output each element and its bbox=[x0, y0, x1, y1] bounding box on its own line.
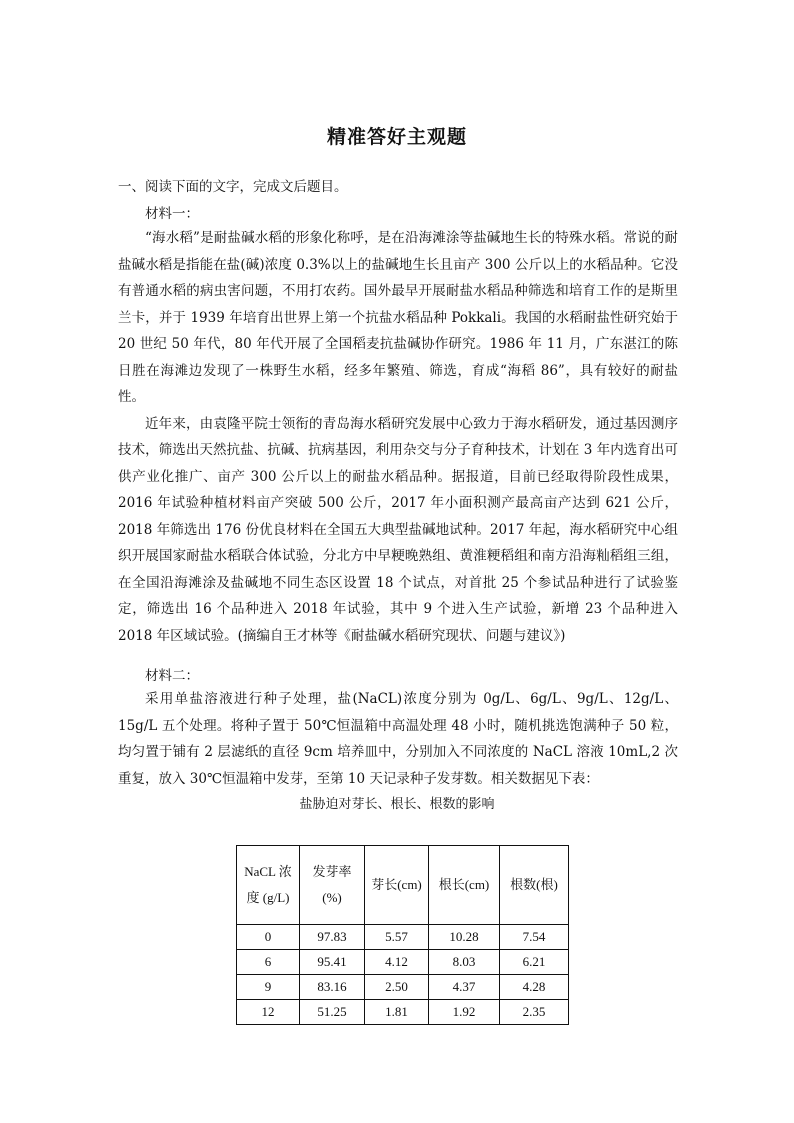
table-cell: 4.12 bbox=[365, 950, 429, 975]
table-header-cell: 根长(cm) bbox=[429, 846, 500, 925]
table-cell: 1.92 bbox=[429, 1000, 500, 1025]
table-cell: 4.37 bbox=[429, 975, 500, 1000]
material2-body bbox=[118, 686, 678, 792]
page-title: 精准答好主观题 bbox=[326, 126, 467, 148]
material1-label: 材料一： bbox=[145, 206, 199, 222]
table-row bbox=[237, 1000, 569, 1025]
table-header-cell: 芽长(cm) bbox=[365, 846, 429, 925]
material1-body bbox=[118, 225, 678, 649]
table-cell: 97.83 bbox=[300, 925, 365, 950]
material1-paragraph-1: “海水稻”是耐盐碱水稻的形象化称呼，是在沿海滩涂等盐碱地生长的特殊水稻。常说的耐盐碱水稻是指能在盐(碱)浓度 0.3%以上的盐碱地生长且亩产 300 公斤以上的水稻品种。它没有普通水稻的病虫害问题，不用打农药。国外最早开展耐盐水稻品种筛选和培育工作的是斯里兰卡，并于 1939 年培育出世界上第一个抗盐水稻品种 Pokkali。我国的水稻耐盐性研究始于 20 世纪 50 年代，80 年代开展了全国稻麦抗盐碱协作研究。1986 年 11 月，广东湛江的陈日胜在海滩边发现了一株野生水稻，经多年繁殖、筛选，育成“海稻 86”，具有较好的耐盐性。 bbox=[118, 230, 678, 405]
table-row bbox=[237, 925, 569, 950]
table-cell: 0 bbox=[237, 925, 300, 950]
table-header-row bbox=[237, 846, 569, 925]
table-header-cell: 根数(根) bbox=[500, 846, 569, 925]
table-cell: 4.28 bbox=[500, 975, 569, 1000]
table-caption: 盐胁迫对芽长、根长、根数的影响 bbox=[299, 797, 495, 812]
table-cell: 12 bbox=[237, 1000, 300, 1025]
table-cell: 5.57 bbox=[365, 925, 429, 950]
material2-label: 材料二： bbox=[145, 668, 199, 684]
table-row bbox=[237, 950, 569, 975]
table-row bbox=[237, 975, 569, 1000]
table-header-cell: NaCL 浓度 (g/L) bbox=[237, 846, 300, 925]
table-header-cell: 发芽率 (%) bbox=[300, 846, 365, 925]
table-cell: 8.03 bbox=[429, 950, 500, 975]
table-cell: 6 bbox=[237, 950, 300, 975]
material2-paragraph: 采用单盐溶液进行种子处理，盐(NaCL)浓度分别为 0g/L、6g/L、9g/L、12g/L、15g/L 五个处理。将种子置于 50℃恒温箱中高温处理 48 小时，随机挑选饱满种子 50 粒，均匀置于铺有 2 层滤纸的直径 9cm 培养皿中，分别加入不同浓度的 NaCL 溶液 10mL,2 次重复，放入 30℃恒温箱中发芽，至第 10 天记录种子发芽数。相关数据见下表： bbox=[118, 691, 678, 787]
table-cell: 51.25 bbox=[300, 1000, 365, 1025]
table-cell: 95.41 bbox=[300, 950, 365, 975]
table-cell: 1.81 bbox=[365, 1000, 429, 1025]
table-cell: 9 bbox=[237, 975, 300, 1000]
material1-paragraph-2: 近年来，由袁隆平院士领衔的青岛海水稻研究发展中心致力于海水稻研发，通过基因测序技术，筛选出天然抗盐、抗碱、抗病基因，利用杂交与分子育种技术，计划在 3 年内选育出可供产业化推广、亩产 300 公斤以上的耐盐水稻品种。据报道，目前已经取得阶段性成果，2016 年试验种植材料亩产突破 500 公斤，2017 年小面积测产最高亩产达到 621 公斤，2018 年筛选出 176 份优良材料在全国五大典型盐碱地试种。2017 年起，海水稻研究中心组织开展国家耐盐水稻联合体试验，分北方中早粳晚熟组、黄淮粳稻组和南方沿海籼稻组三组，在全国沿海滩涂及盐碱地不同生态区设置 18 个试点，对首批 25 个参试品种进行了试验鉴定，筛选出 16 个品种进入 2018 年试验，其中 9 个进入生产试验，新增 23 个品种进入 2018 年区域试验。(摘编自王才林等《耐盐碱水稻研究现状、问题与建议》) bbox=[118, 415, 678, 644]
question-header: 一、阅读下面的文字，完成文后题目。 bbox=[118, 179, 348, 195]
table-cell: 2.35 bbox=[500, 1000, 569, 1025]
data-table bbox=[236, 845, 569, 1025]
table-cell: 7.54 bbox=[500, 925, 569, 950]
table-cell: 2.50 bbox=[365, 975, 429, 1000]
table-cell: 6.21 bbox=[500, 950, 569, 975]
table-cell: 10.28 bbox=[429, 925, 500, 950]
table-cell: 83.16 bbox=[300, 975, 365, 1000]
